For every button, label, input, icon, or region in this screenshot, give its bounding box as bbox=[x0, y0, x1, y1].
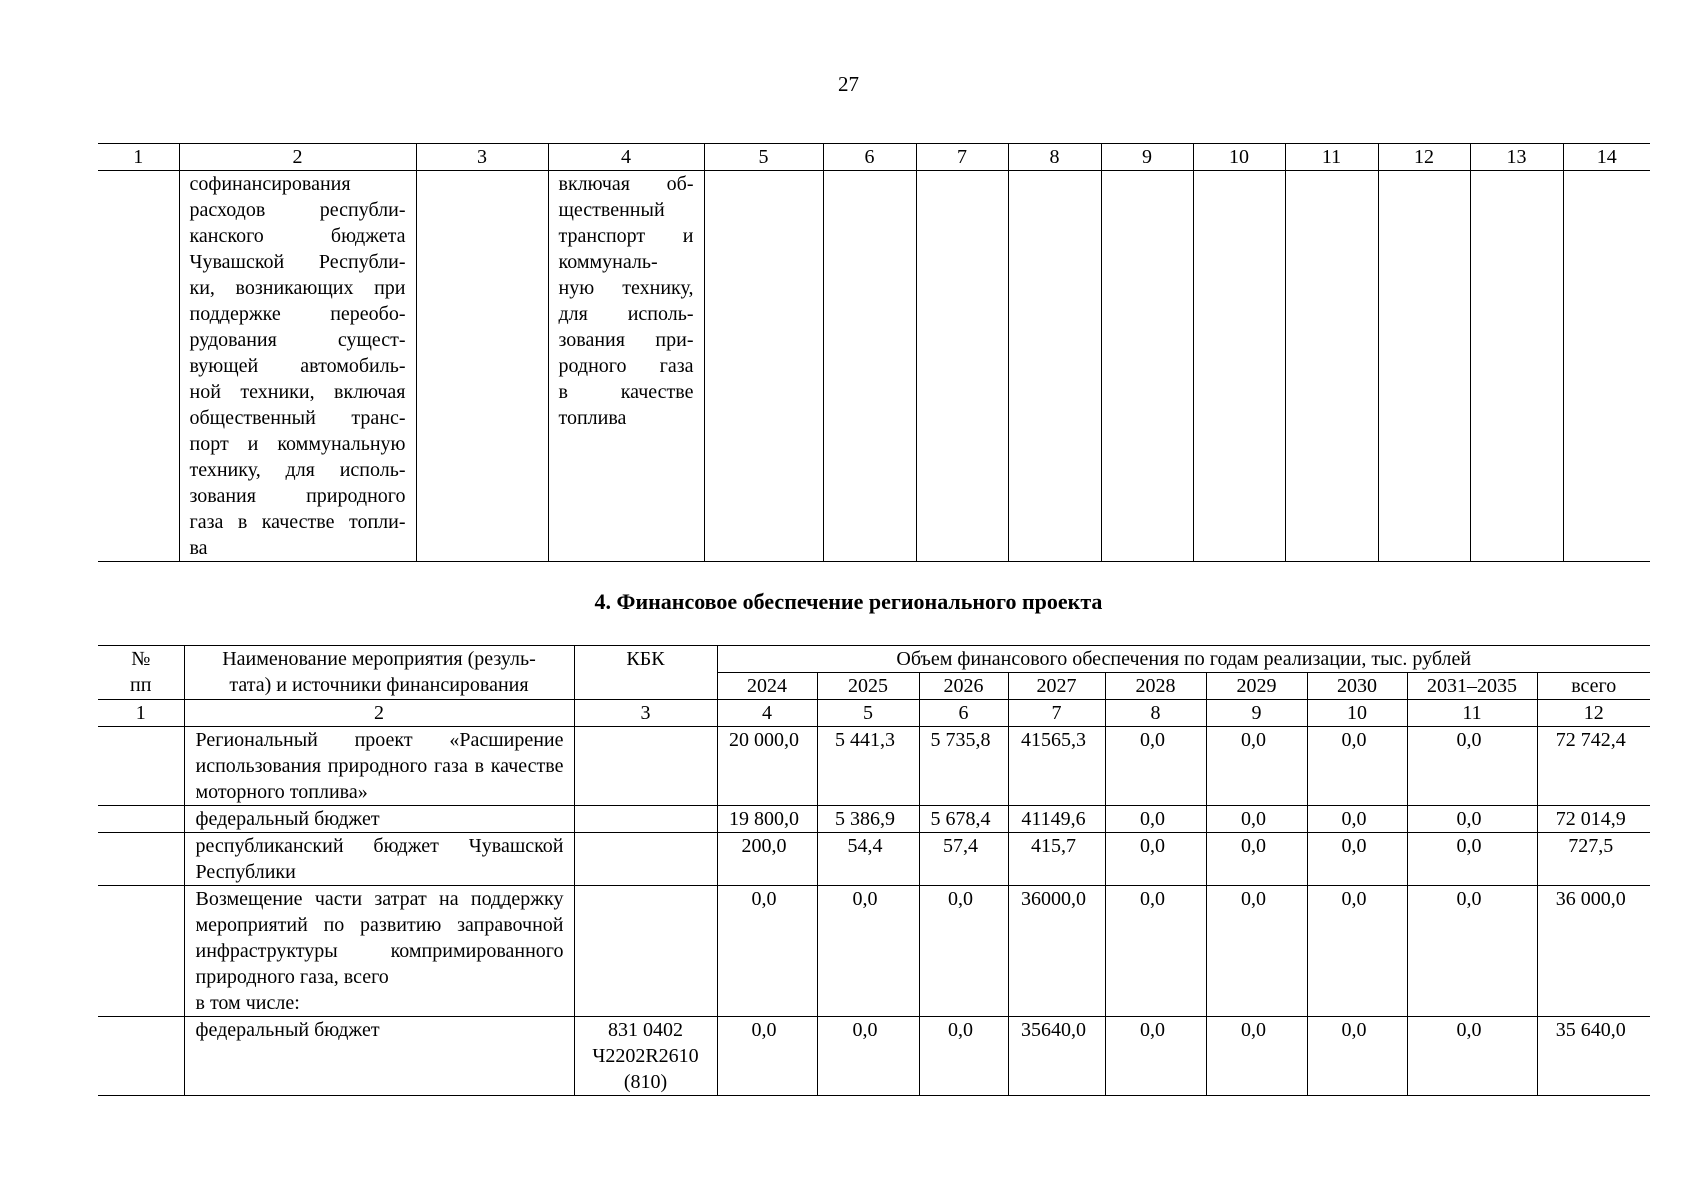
row-year-value: 41149,6 bbox=[1008, 806, 1105, 833]
row-year-value: 0,0 bbox=[1206, 833, 1307, 886]
finance-row bbox=[98, 806, 1650, 833]
col-number: 10 bbox=[1307, 700, 1407, 727]
finance-table bbox=[98, 645, 1650, 1096]
text-line: топлива bbox=[558, 407, 627, 429]
col-number: 7 bbox=[1008, 700, 1105, 727]
text-line: газа в качестве топли- bbox=[189, 511, 406, 533]
col-number: 5 bbox=[817, 700, 919, 727]
text-line: ной техники, включая bbox=[189, 381, 406, 403]
finance-colnum-row bbox=[98, 700, 1650, 727]
text-line: поддержке переобо- bbox=[189, 303, 406, 325]
header-year: 2028 bbox=[1105, 673, 1206, 700]
text-line: зования при- bbox=[558, 329, 694, 351]
header-year: 2027 bbox=[1008, 673, 1105, 700]
row-year-value: 0,0 bbox=[717, 1017, 817, 1096]
text-line: рудования сущест- bbox=[189, 329, 406, 351]
row-year-value: 0,0 bbox=[817, 1017, 919, 1096]
row-kbk bbox=[574, 806, 717, 833]
col-number: 13 bbox=[1470, 144, 1563, 171]
col-number: 1 bbox=[98, 700, 184, 727]
header-no: № пп bbox=[98, 646, 184, 700]
row-number-cell bbox=[98, 833, 184, 886]
upper-col2-text bbox=[179, 171, 416, 562]
row-name: республиканский бюджет Чувашской Республики bbox=[184, 833, 574, 886]
row-total-value: 35 640,0 bbox=[1537, 1017, 1650, 1096]
row-kbk bbox=[574, 727, 717, 806]
header-year: 2030 bbox=[1307, 673, 1407, 700]
text-line: канского бюджета bbox=[189, 225, 406, 247]
header-name: Наименование мероприятия (резуль- тата) и источники финансирования bbox=[184, 646, 574, 700]
text-line: общественный транс- bbox=[189, 407, 406, 429]
row-year-value: 0,0 bbox=[1206, 727, 1307, 806]
finance-header-row-1 bbox=[98, 646, 1650, 673]
row-total-value: 72 014,9 bbox=[1537, 806, 1650, 833]
text-line: транспорт и bbox=[558, 225, 694, 247]
continuation-body-row bbox=[98, 171, 1650, 562]
row-year-value: 0,0 bbox=[1105, 727, 1206, 806]
text-line: ки, возникающих при bbox=[189, 277, 406, 299]
col-number: 9 bbox=[1101, 144, 1193, 171]
finance-row bbox=[98, 1017, 1650, 1096]
row-name: Возмещение части затрат на поддержку мероприятий по развитию заправочной инфраструктуры компримированного природного газа, всего в том числе: bbox=[184, 886, 574, 1017]
col-number: 11 bbox=[1285, 144, 1378, 171]
row-name: федеральный бюджет bbox=[184, 1017, 574, 1096]
row-year-value: 0,0 bbox=[1206, 806, 1307, 833]
col-number: 2 bbox=[184, 700, 574, 727]
row-kbk: 831 0402 Ч2202R2610 (810) bbox=[574, 1017, 717, 1096]
col-number: 12 bbox=[1537, 700, 1650, 727]
col-number: 10 bbox=[1193, 144, 1285, 171]
col-number: 1 bbox=[98, 144, 179, 171]
row-year-value: 35640,0 bbox=[1008, 1017, 1105, 1096]
row-year-value: 0,0 bbox=[919, 886, 1008, 1017]
row-year-value: 0,0 bbox=[717, 886, 817, 1017]
finance-row bbox=[98, 886, 1650, 1017]
col-number: 6 bbox=[823, 144, 916, 171]
row-year-value: 20 000,0 bbox=[717, 727, 817, 806]
text-line: включая об- bbox=[558, 173, 694, 195]
text-line: ную технику, bbox=[558, 277, 694, 299]
col-number: 11 bbox=[1407, 700, 1537, 727]
text-line: порт и коммунальную bbox=[189, 433, 406, 455]
col-number: 4 bbox=[548, 144, 704, 171]
row-year-value: 5 735,8 bbox=[919, 727, 1008, 806]
row-year-value: 0,0 bbox=[919, 1017, 1008, 1096]
row-year-value: 0,0 bbox=[1307, 886, 1407, 1017]
row-name: федеральный бюджет bbox=[184, 806, 574, 833]
row-year-value: 41565,3 bbox=[1008, 727, 1105, 806]
col-number: 4 bbox=[717, 700, 817, 727]
row-year-value: 0,0 bbox=[1105, 1017, 1206, 1096]
finance-body bbox=[98, 727, 1650, 1096]
row-year-value: 54,4 bbox=[817, 833, 919, 886]
text-line: зования природного bbox=[189, 485, 406, 507]
text-line: Чувашской Республи- bbox=[189, 251, 406, 273]
row-year-value: 5 678,4 bbox=[919, 806, 1008, 833]
col-number: 3 bbox=[416, 144, 548, 171]
row-kbk bbox=[574, 833, 717, 886]
row-year-value: 57,4 bbox=[919, 833, 1008, 886]
col-number: 9 bbox=[1206, 700, 1307, 727]
row-name: Региональный проект «Расширение использования природного газа в качестве моторного топлива» bbox=[184, 727, 574, 806]
row-year-value: 0,0 bbox=[1105, 833, 1206, 886]
text-line: щественный bbox=[558, 199, 665, 221]
section-title: 4. Финансовое обеспечение регионального проекта bbox=[594, 589, 1103, 614]
row-year-value: 0,0 bbox=[1407, 886, 1537, 1017]
text-line: коммуналь- bbox=[558, 251, 658, 273]
row-number-cell bbox=[98, 806, 184, 833]
text-line: для исполь- bbox=[558, 303, 694, 325]
row-number-cell bbox=[98, 727, 184, 806]
upper-col4-lines bbox=[549, 171, 704, 431]
row-year-value: 5 386,9 bbox=[817, 806, 919, 833]
row-year-value: 0,0 bbox=[1105, 806, 1206, 833]
header-year: 2025 bbox=[817, 673, 919, 700]
row-year-value: 0,0 bbox=[1206, 886, 1307, 1017]
row-year-value: 0,0 bbox=[1407, 1017, 1537, 1096]
row-year-value: 0,0 bbox=[1407, 806, 1537, 833]
col-number: 8 bbox=[1105, 700, 1206, 727]
row-kbk bbox=[574, 886, 717, 1017]
header-year: 2024 bbox=[717, 673, 817, 700]
col-number: 14 bbox=[1563, 144, 1650, 171]
finance-row bbox=[98, 727, 1650, 806]
row-year-value: 0,0 bbox=[817, 886, 919, 1017]
row-total-value: 727,5 bbox=[1537, 833, 1650, 886]
row-year-value: 19 800,0 bbox=[717, 806, 817, 833]
row-year-value: 0,0 bbox=[1407, 727, 1537, 806]
col-number: 7 bbox=[916, 144, 1008, 171]
header-year: 2029 bbox=[1206, 673, 1307, 700]
text-line: вующей автомобиль- bbox=[189, 355, 406, 377]
header-kbk: КБК bbox=[574, 646, 717, 700]
col-number: 8 bbox=[1008, 144, 1101, 171]
upper-col2-lines bbox=[180, 171, 416, 561]
row-year-value: 0,0 bbox=[1206, 1017, 1307, 1096]
col-number: 6 bbox=[919, 700, 1008, 727]
row-total-value: 36 000,0 bbox=[1537, 886, 1650, 1017]
row-year-value: 0,0 bbox=[1307, 833, 1407, 886]
text-line: в качестве bbox=[558, 381, 694, 403]
col-number: 3 bbox=[574, 700, 717, 727]
col-number: 2 bbox=[179, 144, 416, 171]
row-number-cell bbox=[98, 1017, 184, 1096]
row-total-value: 72 742,4 bbox=[1537, 727, 1650, 806]
continuation-header-row bbox=[98, 144, 1650, 171]
col-number: 12 bbox=[1378, 144, 1470, 171]
header-year: 2031–2035 bbox=[1407, 673, 1537, 700]
text-line: родного газа bbox=[558, 355, 694, 377]
col-number: 5 bbox=[704, 144, 823, 171]
row-year-value: 0,0 bbox=[1407, 833, 1537, 886]
row-year-value: 0,0 bbox=[1105, 886, 1206, 1017]
text-line: технику, для исполь- bbox=[189, 459, 406, 481]
row-year-value: 0,0 bbox=[1307, 727, 1407, 806]
row-year-value: 0,0 bbox=[1307, 1017, 1407, 1096]
row-year-value: 415,7 bbox=[1008, 833, 1105, 886]
text-line: ва bbox=[189, 537, 208, 559]
row-year-value: 36000,0 bbox=[1008, 886, 1105, 1017]
continuation-table bbox=[98, 143, 1650, 562]
header-total: всего bbox=[1537, 673, 1650, 700]
row-number-cell bbox=[98, 886, 184, 1017]
upper-col4-text bbox=[548, 171, 704, 562]
text-line: расходов республи- bbox=[189, 199, 406, 221]
header-volume: Объем финансового обеспечения по годам реализации, тыс. рублей bbox=[717, 646, 1650, 673]
page-number: 27 bbox=[838, 72, 859, 96]
row-year-value: 200,0 bbox=[717, 833, 817, 886]
finance-row bbox=[98, 833, 1650, 886]
row-year-value: 0,0 bbox=[1307, 806, 1407, 833]
row-year-value: 5 441,3 bbox=[817, 727, 919, 806]
header-year: 2026 bbox=[919, 673, 1008, 700]
text-line: софинансирования bbox=[189, 173, 351, 195]
